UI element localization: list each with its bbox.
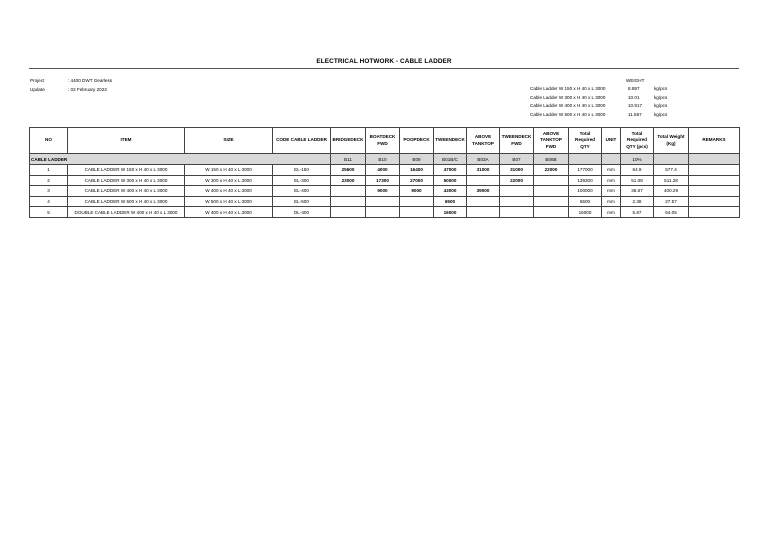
section-code: B10 — [366, 154, 400, 165]
table-row — [30, 165, 740, 176]
cell-total-pcs: 36.67 — [621, 186, 654, 197]
cell-total-weight: 511.28 — [654, 175, 689, 186]
cell-unit: mm — [602, 186, 621, 197]
cell-unit: mm — [602, 175, 621, 186]
cell-tweendeck: 6500 — [434, 196, 467, 207]
cell-poopdeck — [400, 207, 434, 218]
project-line — [30, 78, 112, 83]
section-code: B01B/C — [434, 154, 467, 165]
cell-boatdeck — [366, 196, 400, 207]
section-cell — [569, 154, 602, 165]
cell-boatdeck: 17300 — [366, 175, 400, 186]
cell-no: 1 — [30, 165, 68, 176]
cell-code: EL-300 — [273, 175, 331, 186]
cell-tweendeck-fwd — [500, 196, 534, 207]
col-header-size: SIZE — [185, 128, 273, 154]
col-header-tweendeck-fwd: TWEENDECK FWD — [500, 128, 534, 154]
weight-name: Cable Ladder W 150 x H 40 x L 3000 — [530, 86, 606, 91]
col-header-bridgedeck: BRIDGEDECK — [331, 128, 366, 154]
weight-value: 8.897 — [628, 86, 640, 91]
cell-total-weight: 64.05 — [654, 207, 689, 218]
section-cell — [602, 154, 621, 165]
cell-bridgedeck: 25600 — [331, 165, 366, 176]
weight-row — [530, 86, 690, 94]
cell-item: CABLE LADDER W 500 x H 40 x L 3000 — [68, 196, 185, 207]
cell-code: EL-150 — [273, 165, 331, 176]
cell-boatdeck — [366, 207, 400, 218]
cell-tweendeck-fwd — [500, 186, 534, 197]
cell-total-qty: 100000 — [569, 186, 602, 197]
col-header-above-tanktop: ABOVE TANKTOP — [467, 128, 500, 154]
cell-above-tanktop — [467, 196, 500, 207]
col-header-no: NO — [30, 128, 68, 154]
update-label: Update — [30, 87, 45, 92]
cell-no: 2 — [30, 175, 68, 186]
cell-boatdeck: 4000 — [366, 165, 400, 176]
col-header-unit: UNIT — [602, 128, 621, 154]
cell-total-weight: 577.4 — [654, 165, 689, 176]
section-label: CABLE LADDER — [30, 154, 331, 165]
cell-total-pcs: 64.9 — [621, 165, 654, 176]
cell-no: 3 — [30, 186, 68, 197]
weight-name: Cable Ladder W 300 x H 40 x L 3000 — [530, 94, 606, 100]
weight-value: 11.567 — [628, 111, 642, 117]
col-header-tweendeck: TWEENDECK — [434, 128, 467, 154]
col-header-item: ITEM — [68, 128, 185, 154]
cell-item: CABLE LADDER W 150 x H 40 x L 3000 — [68, 165, 185, 176]
cable-ladder-table — [29, 127, 740, 218]
col-header-code: CODE CABLE LADDER — [273, 128, 331, 154]
cell-bridgedeck: 23000 — [331, 175, 366, 186]
cell-remarks — [689, 186, 740, 197]
cell-above-tanktop — [467, 207, 500, 218]
weight-row — [530, 112, 690, 120]
cell-code: EL-400 — [273, 186, 331, 197]
cell-poopdeck: 9000 — [400, 186, 434, 197]
cell-total-qty: 6500 — [569, 196, 602, 207]
weight-unit: kg/pcs — [654, 86, 668, 91]
section-cell — [689, 154, 740, 165]
cell-tweendeck-fwd: 22000 — [500, 175, 534, 186]
cell-size: W 400 x H 40 x L 3000 — [185, 207, 273, 218]
weight-row — [530, 95, 690, 103]
cell-size: W 400 x H 40 x L 3000 — [185, 186, 273, 197]
cell-remarks — [689, 165, 740, 176]
weight-value: 10.917 — [628, 103, 643, 108]
weight-value: 10.01 — [628, 94, 640, 100]
update-line — [30, 87, 107, 92]
table-row — [30, 186, 740, 197]
table-row — [30, 207, 740, 218]
cell-total-pcs: 2.38 — [621, 196, 654, 207]
cell-no: 5 — [30, 207, 68, 218]
table-row — [30, 175, 740, 186]
col-header-poopdeck: POOPDECK — [400, 128, 434, 154]
cell-above-tanktop-fwd: 22000 — [534, 165, 569, 176]
cell-tweendeck: 50000 — [434, 175, 467, 186]
cell-total-pcs: 51.08 — [621, 175, 654, 186]
cell-total-qty: 16000 — [569, 207, 602, 218]
weight-unit: kg/pcs — [654, 103, 668, 108]
table-header-row — [30, 128, 740, 154]
col-header-boatdeck: BOATDECK FWD — [366, 128, 400, 154]
cell-above-tanktop-fwd — [534, 175, 569, 186]
cell-remarks — [689, 175, 740, 186]
cell-tweendeck: 47000 — [434, 165, 467, 176]
cell-unit: mm — [602, 207, 621, 218]
table-row — [30, 196, 740, 207]
section-cell — [654, 154, 689, 165]
update-value: : 02 February 2023 — [68, 87, 107, 92]
cell-bridgedeck — [331, 186, 366, 197]
weight-unit: kg/pcs — [654, 111, 668, 117]
cell-above-tanktop — [467, 175, 500, 186]
cell-tweendeck-fwd: 31000 — [500, 165, 534, 176]
cell-size: W 500 x H 40 x L 3000 — [185, 196, 273, 207]
section-code: B09 — [400, 154, 434, 165]
cell-total-weight: 27.57 — [654, 196, 689, 207]
cell-boatdeck: 9000 — [366, 186, 400, 197]
cell-item: CABLE LADDER W 300 x H 40 x L 3000 — [68, 175, 185, 186]
cell-above-tanktop-fwd — [534, 196, 569, 207]
weight-unit: kg/pcs — [654, 94, 668, 100]
weight-header: WEIGHT — [626, 78, 645, 83]
cell-bridgedeck — [331, 196, 366, 207]
cell-item: DOUBLE CABLE LADDER W 400 x H 40 x L 3000 — [68, 207, 185, 218]
cell-above-tanktop: 39000 — [467, 186, 500, 197]
cell-unit: mm — [602, 165, 621, 176]
section-percentage: 10% — [621, 154, 654, 165]
cell-total-pcs: 5.87 — [621, 207, 654, 218]
section-row — [30, 154, 740, 165]
col-header-total-qty: Total Required QTY — [569, 128, 602, 154]
weight-name: Cable Ladder W 400 x H 40 x L 3000 — [530, 103, 606, 108]
project-value: : 4400 DWT Gearless — [68, 78, 113, 83]
cell-item: CABLE LADDER W 400 x H 40 x L 3000 — [68, 186, 185, 197]
col-header-total-weight: Total Weight (Kg) — [654, 128, 689, 154]
cell-total-weight: 400.29 — [654, 186, 689, 197]
section-code: B11 — [331, 154, 366, 165]
cell-no: 4 — [30, 196, 68, 207]
cell-total-qty: 177000 — [569, 165, 602, 176]
cell-poopdeck: 16400 — [400, 165, 434, 176]
cell-above-tanktop-fwd — [534, 207, 569, 218]
cell-tweendeck-fwd — [500, 207, 534, 218]
project-label: Project — [30, 78, 45, 83]
cell-bridgedeck — [331, 207, 366, 218]
cell-code: DL-400 — [273, 207, 331, 218]
cell-remarks — [689, 196, 740, 207]
cell-poopdeck: 27000 — [400, 175, 434, 186]
col-header-above-tanktop-fwd: ABOVE TANKTOP FWD — [534, 128, 569, 154]
cell-tweendeck: 16000 — [434, 207, 467, 218]
cell-above-tanktop: 31000 — [467, 165, 500, 176]
col-header-remarks: REMARKS — [689, 128, 740, 154]
weight-name: Cable Ladder W 500 x H 40 x L 3000 — [530, 111, 606, 117]
title-divider — [29, 68, 739, 69]
document-title: ELECTRICAL HOTWORK - CABLE LADDER — [316, 58, 452, 65]
cell-unit: mm — [602, 196, 621, 207]
cell-above-tanktop-fwd — [534, 186, 569, 197]
cell-poopdeck — [400, 196, 434, 207]
weight-row — [530, 103, 690, 111]
cell-size: W 150 x H 40 x L 3000 — [185, 165, 273, 176]
section-code: B03A — [467, 154, 500, 165]
cell-remarks — [689, 207, 740, 218]
cell-tweendeck: 43000 — [434, 186, 467, 197]
section-code: B06B — [534, 154, 569, 165]
col-header-total-pcs: Total Required QTY (pcs) — [621, 128, 654, 154]
cell-code: EL-500 — [273, 196, 331, 207]
cell-total-qty: 139300 — [569, 175, 602, 186]
section-code: B07 — [500, 154, 534, 165]
cell-size: W 300 x H 40 x L 3000 — [185, 175, 273, 186]
